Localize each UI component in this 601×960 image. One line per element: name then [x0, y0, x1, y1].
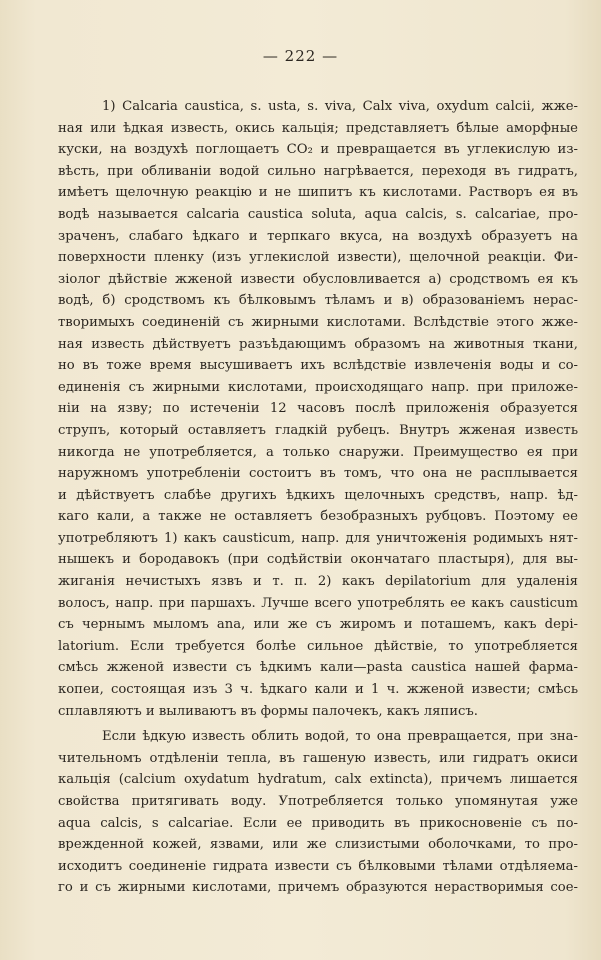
- text-line: никогда не употребляется, а только снаружи. Преимущество ея при: [58, 444, 578, 460]
- text-line: го и съ жирными кислотами, причемъ образуются нерастворимыя сое-: [58, 880, 578, 896]
- text-line: чительномъ отдѣленіи тепла, въ гашеную известь, или гидратъ окиси: [58, 750, 578, 766]
- text-line: жиганія нечистыхъ язвъ и т. п. 2) какъ depilatorium для удаленія: [58, 574, 578, 590]
- text-line: куски, на воздухѣ поглощаетъ CO₂ и превращается въ углекислую из-: [58, 142, 578, 158]
- text-line: ная или ѣдкая известь, окись кальція; представляетъ бѣлые аморфные: [58, 120, 578, 136]
- text-line: смѣсь жженой извести съ ѣдкимъ кали—pasta caustica нашей фарма-: [58, 660, 578, 676]
- text-line: имѣетъ щелочную реакцію и не шипитъ къ кислотами. Растворъ ея въ: [58, 185, 578, 201]
- text-line: струпъ, который оставляетъ гладкій рубецъ. Внутръ жженая известь: [58, 422, 578, 438]
- text-line: ніи на язву; по истеченіи 12 часовъ послѣ приложенія образуется: [58, 401, 578, 417]
- text-line: сплавляютъ и выливаютъ въ формы палочекъ, какъ ляписъ.: [58, 703, 478, 719]
- text-line: водѣ называется calcaria caustica soluta, aqua calcis, s. calcariae, про-: [58, 206, 578, 222]
- text-line: но въ тоже время высушиваетъ ихъ вслѣдствіе извлеченія воды и со-: [58, 358, 578, 374]
- text-line: ная известь дѣйствуетъ разъѣдающимъ образомъ на животныя ткани,: [58, 336, 578, 352]
- text-line: исходитъ соединеніе гидрата извести съ бѣлковыми тѣлами отдѣляема-: [58, 858, 578, 874]
- text-line: нышекъ и бородавокъ (при содѣйствіи окончатаго пластыря), для вы-: [58, 552, 578, 568]
- text-line: водѣ, б) сродствомъ къ бѣлковымъ тѣламъ и в) образованіемъ нерас-: [58, 293, 578, 309]
- text-line: поверхности пленку (изъ углекислой извести), щелочной реакціи. Фи-: [58, 250, 578, 266]
- body-text: [58, 96, 578, 899]
- text-line: свойства притягивать воду. Употребляется только упомянутая уже: [58, 794, 578, 809]
- text-line: наружномъ употребленіи состоитъ въ томъ, что она не расплывается: [58, 466, 578, 482]
- text-line: зраченъ, слабаго ѣдкаго и терпкаго вкуса, на воздухѣ образуетъ на: [58, 228, 578, 244]
- text-line: Если ѣдкую известь облить водой, то она превращается, при зна-: [102, 729, 578, 745]
- text-line: творимыхъ соединеній съ жирными кислотами. Вслѣдствіе этого жже-: [58, 314, 578, 330]
- text-line: aqua calcis, s calcariae. Если ее приводить въ прикосновеніе съ по-: [58, 815, 578, 831]
- paragraph-slaked-lime: [58, 726, 578, 899]
- text-line: latorium. Если требуется болѣе сильное дѣйствіе, то употребляется: [58, 638, 578, 654]
- text-line: съ чернымъ мыломъ ana, или же съ жиромъ и поташемъ, какъ depi-: [58, 617, 578, 633]
- text-line: копеи, состоящая изъ 3 ч. ѣдкаго кали и 1 ч. жженой извести; смѣсь: [58, 682, 578, 698]
- text-line: вѣсть, при обливаніи водой сильно нагрѣвается, переходя въ гидратъ,: [58, 163, 578, 179]
- text-line: и дѣйствуетъ слабѣе другихъ ѣдкихъ щелочныхъ средствъ, напр. ѣд-: [58, 487, 578, 503]
- text-line: кальція (calcium oxydatum hydratum, calx extincta), причемъ лишается: [58, 772, 578, 788]
- text-line: 1) Calcaria caustica, s. usta, s. viva, Calx viva, oxydum calcii, жже-: [102, 99, 578, 114]
- text-line: врежденной кожей, язвами, или же слизистыми оболочками, то про-: [58, 837, 578, 853]
- text-line: каго кали, а также не оставляетъ безобразныхъ рубцовъ. Поэтому ее: [58, 509, 578, 525]
- text-line: употребляютъ 1) какъ causticum, напр. для уничтоженія родимыхъ нят-: [58, 530, 578, 546]
- text-line: единенія съ жирными кислотами, происходящаго напр. при приложе-: [58, 379, 578, 395]
- page-number: — 222 —: [262, 47, 339, 65]
- text-line: волосъ, напр. при паршахъ. Лучше всего употреблять ее какъ causticum: [58, 595, 578, 611]
- text-line: зіолог дѣйствіе жженой извести обусловливается а) сродствомъ ея къ: [58, 271, 578, 287]
- paragraph-calcaria-caustica: [58, 96, 578, 722]
